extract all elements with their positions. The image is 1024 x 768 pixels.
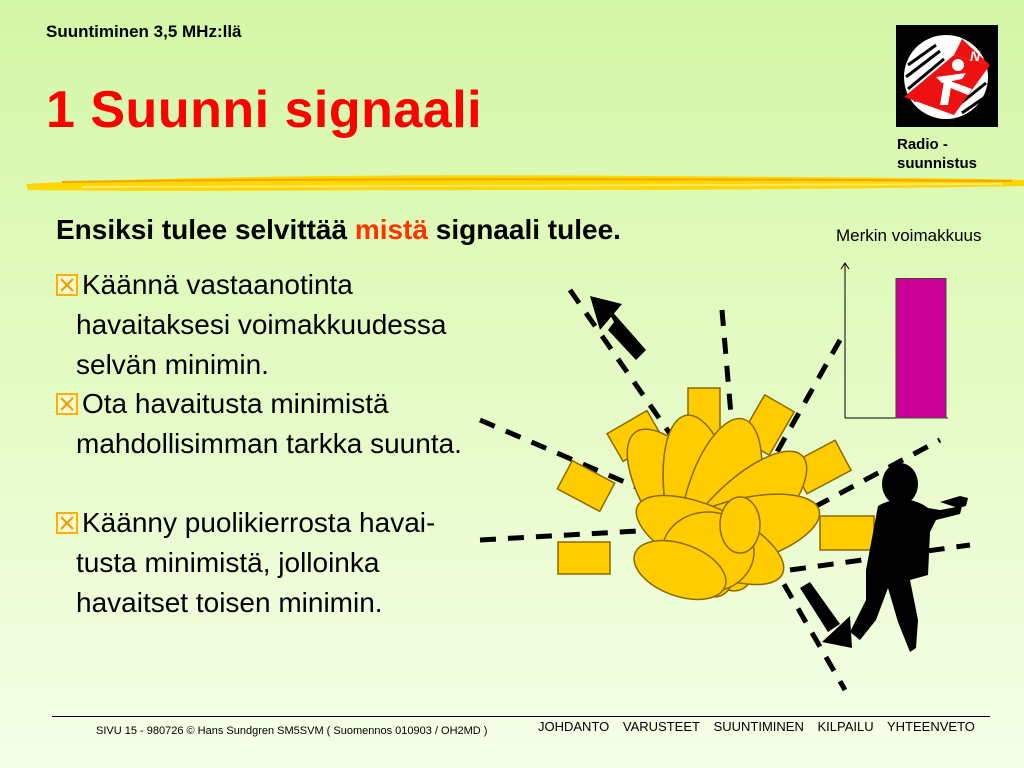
- nav-suuntiminen[interactable]: SUUNTIMINEN: [713, 719, 804, 734]
- signal-strength-bar: [896, 279, 946, 419]
- logo-caption-line2: suunnistus: [897, 155, 978, 172]
- radio-orienteering-logo-icon: [896, 25, 998, 127]
- nav-yhteenveto[interactable]: YHTEENVETO: [887, 719, 975, 734]
- checkbox-x-icon: [56, 393, 78, 415]
- intro-text-before: Ensiksi tulee selvittää: [56, 214, 355, 245]
- intro-sentence: [56, 214, 621, 246]
- bullet-line: Käännä vastaanotinta: [82, 269, 353, 300]
- bullet-line: selvän minimin.: [76, 349, 269, 380]
- checkbox-x-icon: [56, 274, 78, 296]
- nav-varusteet[interactable]: VARUSTEET: [622, 719, 700, 734]
- bullet-line: tusta minimistä, jolloinka: [76, 547, 380, 578]
- bullet-item: [56, 384, 462, 464]
- footer-nav: [538, 719, 985, 734]
- person-silhouette: [850, 463, 968, 652]
- arrow-down-icon: [800, 582, 840, 632]
- signal-strength-label: Merkin voimakkuus: [836, 226, 982, 245]
- bullet-line: Ota havaitusta minimistä: [82, 388, 389, 419]
- bullet-line: mahdollisimman tarkka suunta.: [76, 428, 462, 459]
- checkbox-x-icon: [56, 512, 78, 534]
- title-underline-brushstroke: [22, 168, 1024, 196]
- footer-divider: [52, 716, 990, 717]
- intro-text-after: signaali tulee.: [427, 214, 621, 245]
- bullet-line: havaitset toisen minimin.: [76, 587, 383, 618]
- signal-strength-chart: [836, 255, 956, 425]
- slide-title: 1 Suunni signaali: [46, 81, 483, 139]
- course-title: Suuntiminen 3,5 MHz:llä: [46, 22, 242, 41]
- bullet-line: havaitaksesi voimakkuudessa: [76, 309, 447, 340]
- nav-kilpailu[interactable]: KILPAILU: [817, 719, 874, 734]
- nav-johdanto[interactable]: JOHDANTO: [538, 719, 610, 734]
- footer-credit: SIVU 15 - 980726 © Hans Sundgren SM5SVM ( Suomennos 010903 / OH2MD ): [96, 725, 488, 737]
- bullet-line: Käänny puolikierrosta havai-: [82, 507, 436, 538]
- bullet-item: [56, 265, 446, 385]
- logo-caption-line1: Radio -: [897, 136, 948, 153]
- intro-highlight: mistä: [354, 214, 428, 245]
- svg-text:N: N: [970, 48, 981, 64]
- bullet-item: [56, 503, 435, 623]
